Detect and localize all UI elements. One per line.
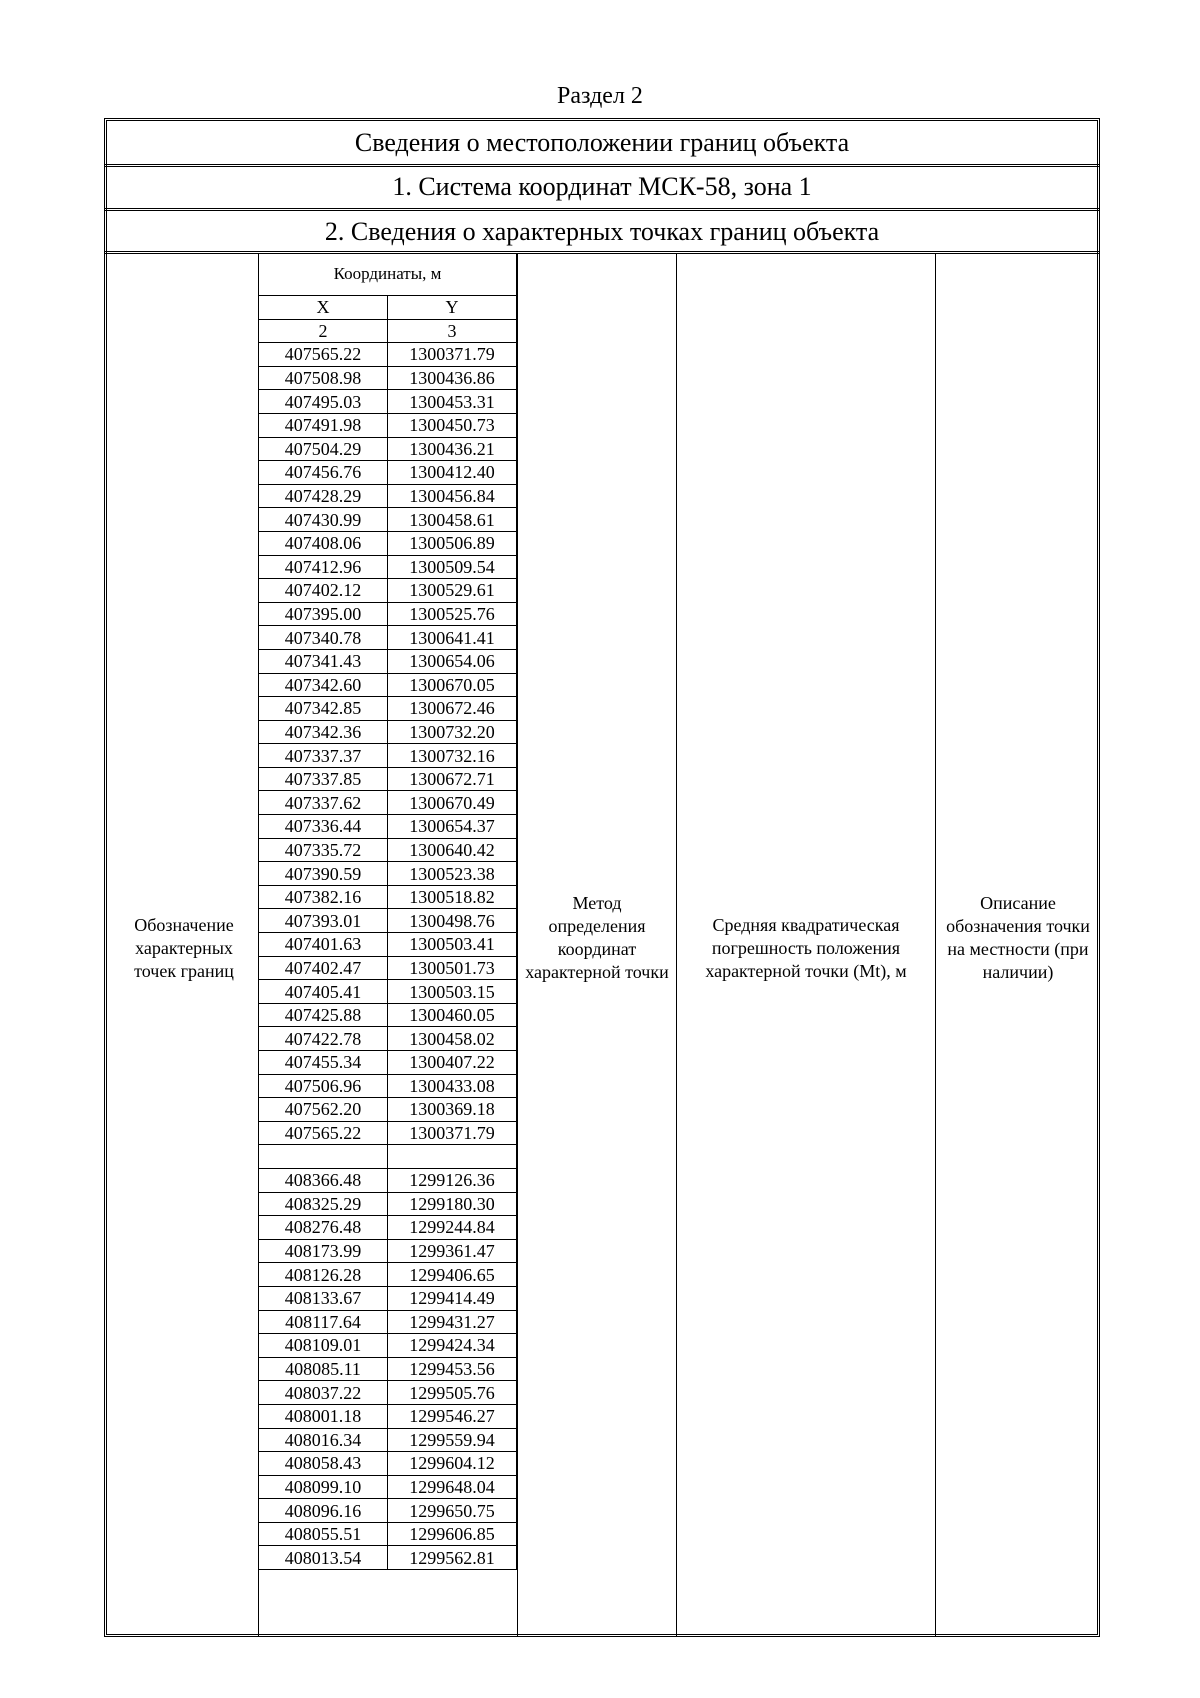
table-row [259,980,517,1004]
table-row [259,484,517,508]
x-column-header: X [259,296,388,320]
error-header: Средняя квадратическая погрешность положения характерной точки (Mt), м [705,915,907,981]
table-row [259,956,517,980]
table-row [259,1003,517,1027]
table-row [259,1192,517,1216]
table-row [259,1145,517,1169]
x-coordinate-cell: 407337.37 [259,744,388,768]
x-coordinate-cell: 408001.18 [259,1404,388,1428]
table-row [259,1027,517,1051]
y-column-header: Y [388,296,517,320]
x-coordinate-cell: 408133.67 [259,1286,388,1310]
table-row [259,744,517,768]
y-coordinate-cell: 1299431.27 [388,1310,517,1334]
x-coordinate-cell: 407405.41 [259,980,388,1004]
x-coordinate-cell: 408058.43 [259,1452,388,1476]
table-row [259,1381,517,1405]
y-coordinate-cell: 1299126.36 [388,1168,517,1192]
y-coordinate-cell: 1300407.22 [388,1051,517,1075]
table-row [259,626,517,650]
y-coordinate-cell: 1300670.49 [388,791,517,815]
x-coordinate-cell: 408117.64 [259,1310,388,1334]
y-coordinate-cell: 1300460.05 [388,1003,517,1027]
x-coordinate-cell: 408085.11 [259,1357,388,1381]
y-coordinate-cell: 1300732.20 [388,720,517,744]
y-coordinate-cell: 1299453.56 [388,1357,517,1381]
method-header: Метод определения координат характерной точки [525,893,669,982]
table-row [259,413,517,437]
table-row [259,1239,517,1263]
y-coordinate-cell: 1299604.12 [388,1452,517,1476]
x-coordinate-cell: 408099.10 [259,1475,388,1499]
x-coordinate-cell: 408366.48 [259,1168,388,1192]
y-coordinate-cell [388,1145,517,1169]
x-coordinate-cell: 407495.03 [259,390,388,414]
y-coordinate-cell: 1300529.61 [388,579,517,603]
y-coordinate-cell: 1299546.27 [388,1404,517,1428]
x-coordinate-cell: 407393.01 [259,909,388,933]
y-coordinate-cell: 1299406.65 [388,1263,517,1287]
y-coordinate-cell: 1300640.42 [388,838,517,862]
table-row [259,531,517,555]
table-row [259,343,517,367]
x-coordinate-cell: 407335.72 [259,838,388,862]
x-coordinate-cell: 408109.01 [259,1334,388,1358]
table-row [259,602,517,626]
y-coordinate-cell: 1300458.02 [388,1027,517,1051]
y-coordinate-cell: 1300503.15 [388,980,517,1004]
x-coordinate-cell: 407402.12 [259,579,388,603]
table-row [259,390,517,414]
y-coordinate-cell: 1300433.08 [388,1074,517,1098]
table-row [259,697,517,721]
table-row [259,1286,517,1310]
table-row [259,767,517,791]
y-coordinate-cell: 1300501.73 [388,956,517,980]
y-coordinate-cell: 1300412.40 [388,461,517,485]
y-coordinate-cell: 1300641.41 [388,626,517,650]
table-title: Сведения о местоположении границ объекта [354,128,850,157]
x-coordinate-cell: 407395.00 [259,602,388,626]
table-row [259,555,517,579]
y-coordinate-cell: 1300503.41 [388,933,517,957]
y-coordinate-cell: 1300523.38 [388,862,517,886]
table-row [259,461,517,485]
y-coordinate-cell: 1300672.71 [388,767,517,791]
y-column-number: 3 [388,319,517,343]
x-coordinate-cell: 407342.85 [259,697,388,721]
y-coordinate-cell: 1300456.84 [388,484,517,508]
y-coordinate-cell: 1300506.89 [388,531,517,555]
y-coordinate-cell: 1300436.21 [388,437,517,461]
table-row [259,1263,517,1287]
y-coordinate-cell: 1300654.37 [388,815,517,839]
x-coordinate-cell: 408126.28 [259,1263,388,1287]
table-row [259,366,517,390]
x-coordinate-cell: 407342.36 [259,720,388,744]
y-coordinate-cell: 1300670.05 [388,673,517,697]
y-coordinate-cell: 1299244.84 [388,1216,517,1240]
y-coordinate-cell: 1300371.79 [388,1121,517,1145]
x-coordinate-cell: 407382.16 [259,885,388,909]
table-row [259,1546,517,1570]
y-coordinate-cell: 1300732.16 [388,744,517,768]
y-coordinate-cell: 1300509.54 [388,555,517,579]
table-row [259,1452,517,1476]
x-coordinate-cell: 407425.88 [259,1003,388,1027]
table-row [259,720,517,744]
table-row [259,1404,517,1428]
x-coordinate-cell: 407412.96 [259,555,388,579]
x-coordinate-cell: 407491.98 [259,413,388,437]
table-row [259,815,517,839]
y-coordinate-cell: 1300458.61 [388,508,517,532]
y-coordinate-cell: 1300672.46 [388,697,517,721]
x-coordinate-cell: 407508.98 [259,366,388,390]
table-row [259,791,517,815]
x-coordinate-cell: 407341.43 [259,649,388,673]
y-coordinate-cell: 1300498.76 [388,909,517,933]
table-row [259,1428,517,1452]
y-coordinate-cell: 1299606.85 [388,1522,517,1546]
x-coordinate-cell: 407336.44 [259,815,388,839]
x-coordinate-cell: 407430.99 [259,508,388,532]
y-coordinate-cell: 1300525.76 [388,602,517,626]
section-title: Раздел 2 [557,83,643,109]
x-coordinate-cell: 407401.63 [259,933,388,957]
column-divider [935,253,936,1637]
x-coordinate-cell: 407337.85 [259,767,388,791]
x-coordinate-cell: 408173.99 [259,1239,388,1263]
y-coordinate-cell: 1299648.04 [388,1475,517,1499]
y-coordinate-cell: 1299505.76 [388,1381,517,1405]
x-coordinate-cell: 408037.22 [259,1381,388,1405]
y-coordinate-cell: 1300453.31 [388,390,517,414]
x-coordinate-cell: 407402.47 [259,956,388,980]
table-row [259,649,517,673]
x-coordinate-cell: 407390.59 [259,862,388,886]
x-coordinate-cell: 407428.29 [259,484,388,508]
divider [104,251,1100,254]
x-column-number: 2 [259,319,388,343]
y-coordinate-cell: 1300654.06 [388,649,517,673]
table-row [259,437,517,461]
x-coordinate-cell: 407337.62 [259,791,388,815]
y-coordinate-cell: 1299361.47 [388,1239,517,1263]
table-row [259,1475,517,1499]
column-divider [676,253,677,1637]
table-row [259,1499,517,1523]
table-row [259,1522,517,1546]
table-row [259,1168,517,1192]
x-coordinate-cell: 408276.48 [259,1216,388,1240]
y-coordinate-cell: 1299180.30 [388,1192,517,1216]
y-coordinate-cell: 1300518.82 [388,885,517,909]
x-coordinate-cell: 407340.78 [259,626,388,650]
table-row [259,673,517,697]
x-coordinate-cell: 407456.76 [259,461,388,485]
table-row [259,862,517,886]
x-coordinate-cell: 408055.51 [259,1522,388,1546]
coordinate-system: 1. Система координат МСК-58, зона 1 [392,172,812,201]
points-title: 2. Сведения о характерных точках границ объекта [324,217,880,246]
x-coordinate-cell: 407422.78 [259,1027,388,1051]
table-row [259,508,517,532]
x-coordinate-cell: 407565.22 [259,343,388,367]
x-coordinate-cell: 407506.96 [259,1074,388,1098]
x-coordinate-cell: 407562.20 [259,1098,388,1122]
x-coordinate-cell: 408325.29 [259,1192,388,1216]
table-row [259,1334,517,1358]
x-coordinate-cell: 407504.29 [259,437,388,461]
x-coordinate-cell: 407455.34 [259,1051,388,1075]
y-coordinate-cell: 1300371.79 [388,343,517,367]
x-coordinate-cell: 407342.60 [259,673,388,697]
y-coordinate-cell: 1299650.75 [388,1499,517,1523]
table-row [259,1310,517,1334]
table-row [259,1357,517,1381]
coordinates-table [258,253,517,1570]
y-coordinate-cell: 1300450.73 [388,413,517,437]
x-coordinate-cell: 408096.16 [259,1499,388,1523]
table-row [259,579,517,603]
table-row [259,1074,517,1098]
description-header: Описание обозначения точки на местности (при наличии) [946,893,1090,982]
table-row [259,909,517,933]
y-coordinate-cell: 1299562.81 [388,1546,517,1570]
column-divider [517,253,518,1637]
table-row [259,1121,517,1145]
x-coordinate-cell: 407565.22 [259,1121,388,1145]
table-row [259,1051,517,1075]
x-coordinate-cell: 408016.34 [259,1428,388,1452]
table-row [259,1216,517,1240]
coordinates-caption: Координаты, м [259,253,517,296]
designation-header: Обозначение характерных точек границ [134,915,234,981]
y-coordinate-cell: 1299559.94 [388,1428,517,1452]
x-coordinate-cell: 408013.54 [259,1546,388,1570]
table-row [259,1098,517,1122]
y-coordinate-cell: 1299424.34 [388,1334,517,1358]
table-row [259,933,517,957]
x-coordinate-cell [259,1145,388,1169]
table-row [259,885,517,909]
x-coordinate-cell: 407408.06 [259,531,388,555]
table-row [259,838,517,862]
table-frame [104,118,1100,1637]
y-coordinate-cell: 1300369.18 [388,1098,517,1122]
y-coordinate-cell: 1300436.86 [388,366,517,390]
y-coordinate-cell: 1299414.49 [388,1286,517,1310]
